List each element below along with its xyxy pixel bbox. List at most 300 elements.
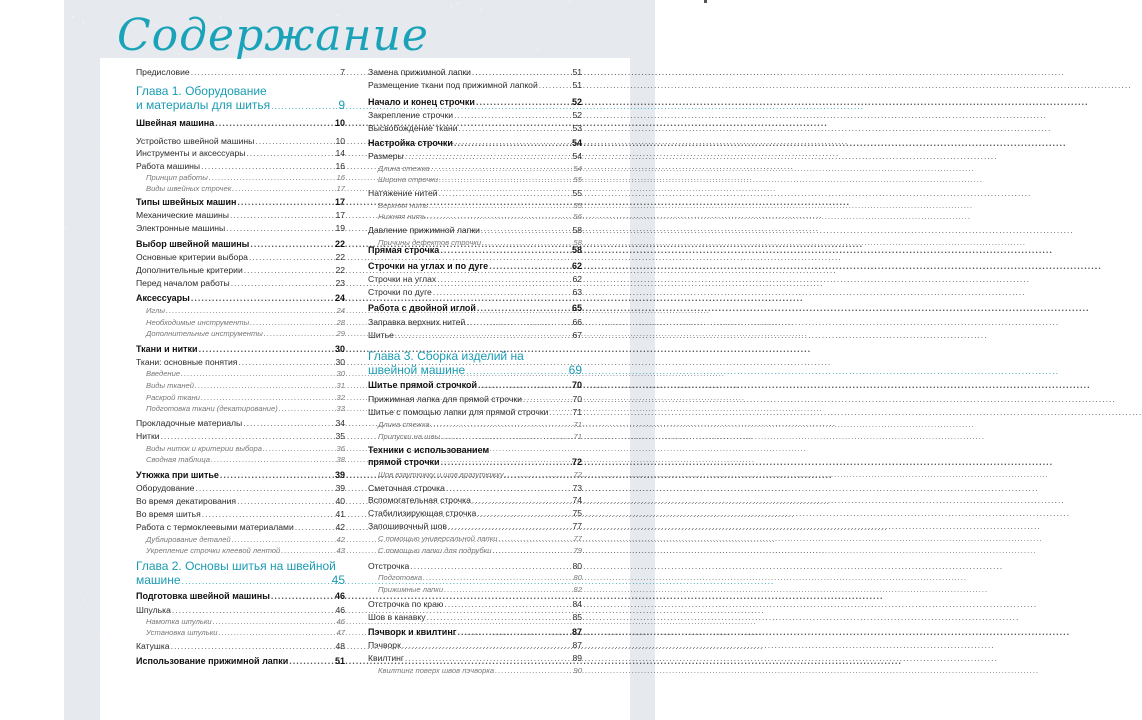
toc-entry-page: 46	[335, 605, 345, 615]
toc-entry-title: Использование прижимной лапки	[136, 656, 289, 666]
toc-entry-title: Необходимые инструменты	[146, 318, 250, 327]
speckle	[71, 537, 72, 538]
toc-entry-page: 40	[335, 496, 345, 506]
dot-leader	[489, 260, 571, 272]
toc-entry-title: Длина стежка	[378, 164, 430, 173]
toc-entry-page: 55	[573, 201, 582, 210]
toc-entry-title: швейной машине	[368, 363, 466, 377]
toc-entry-page: 38	[336, 455, 345, 464]
toc-entry-page: 42	[335, 522, 345, 532]
toc-entry	[136, 417, 345, 429]
speckle	[97, 144, 98, 145]
dot-leader	[202, 508, 335, 520]
toc-entry	[136, 482, 345, 494]
speckle	[84, 706, 85, 707]
toc-entry-title: Закрепление строчки	[368, 110, 454, 120]
toc-entry	[136, 640, 345, 652]
toc-entry-title: Аксессуары	[136, 293, 190, 303]
toc-entry-page: 17	[336, 184, 345, 193]
toc-entry-page: 24	[334, 293, 345, 303]
speckle	[67, 415, 68, 416]
toc-entry-page: 7	[340, 67, 345, 77]
dot-leader	[237, 495, 334, 507]
toc-entry-page: 51	[572, 80, 582, 90]
toc-entry-title: Укрепление строчки клеевой лентой	[146, 546, 281, 555]
dot-leader	[295, 521, 335, 533]
dot-leader	[232, 183, 335, 195]
toc-entry-title: Намотка шпульки	[146, 617, 212, 626]
toc-entry-page: 10	[335, 136, 345, 146]
dot-leader	[289, 655, 334, 667]
toc-entry-page: 73	[572, 483, 582, 493]
dot-leader	[410, 560, 571, 572]
section-heading-line1: Техники с использованием	[368, 445, 490, 455]
toc-entry-title: Механические машины	[136, 210, 229, 220]
toc-section	[368, 244, 582, 256]
toc-entry	[368, 316, 582, 328]
toc-entry-title: Натяжение нитей	[368, 188, 438, 198]
dot-leader	[211, 454, 336, 466]
toc-entry-title: Верхняя нить	[378, 201, 429, 210]
toc-entry	[368, 66, 582, 78]
toc-entry-page: 34	[335, 418, 345, 428]
toc-entry	[368, 187, 582, 199]
toc-entry-title: С помощью лапки для подрубки	[378, 546, 492, 555]
toc-entry-title: Типы швейных машин	[136, 197, 237, 207]
dot-leader	[255, 135, 334, 147]
toc-section	[368, 626, 582, 638]
toc-entry-title: Швейная машина	[136, 118, 215, 128]
toc-entry-page: 30	[335, 357, 345, 367]
toc-entry	[136, 264, 345, 276]
speckle	[72, 16, 74, 18]
toc-entry-title: Пэчворк	[368, 640, 401, 650]
toc-entry-page: 77	[573, 534, 582, 543]
dot-leader	[230, 209, 334, 221]
dot-leader	[446, 482, 572, 494]
dot-leader	[439, 187, 572, 199]
toc-entry-title: Выбор швейной машины	[136, 239, 250, 249]
toc-entry-page: 30	[336, 369, 345, 378]
toc-entry-title: Нижняя нить	[378, 212, 427, 221]
toc-entry-page: 82	[573, 585, 582, 594]
dot-leader	[539, 79, 572, 91]
toc-entry-page: 71	[573, 432, 582, 441]
toc-entry	[368, 150, 582, 162]
toc-entry-page: 22	[335, 252, 345, 262]
dot-leader	[495, 665, 572, 677]
toc-entry-title: Работа с двойной иглой	[368, 303, 476, 313]
toc-subentry	[136, 183, 345, 195]
toc-entry-page: 23	[335, 278, 345, 288]
dot-leader	[281, 545, 335, 557]
dot-leader	[246, 147, 334, 159]
speckle	[76, 638, 77, 639]
toc-entry-page: 22	[335, 265, 345, 275]
toc-entry-page: 54	[571, 138, 582, 148]
dot-leader	[441, 456, 571, 468]
toc-entry-page: 84	[572, 599, 582, 609]
toc-entry	[136, 508, 345, 520]
toc-entry-page: 71	[572, 407, 582, 417]
toc-section	[136, 469, 345, 481]
toc-subentry	[368, 174, 582, 186]
toc-entry	[368, 224, 582, 236]
toc-entry	[136, 135, 345, 147]
toc-entry-page: 41	[335, 509, 345, 519]
toc-entry-page: 58	[572, 225, 582, 235]
speckle	[647, 11, 648, 12]
toc-entry	[368, 560, 582, 572]
toc-entry-title: Строчки по дуге	[368, 287, 432, 297]
toc-entry-page: 67	[572, 330, 582, 340]
speckle	[100, 22, 101, 23]
toc-entry-title: Отстрочка по краю	[368, 599, 444, 609]
dot-leader	[279, 403, 336, 415]
toc-entry	[368, 109, 582, 121]
toc-entry-title: Пэчворк и квилтинг	[368, 627, 457, 637]
dot-leader	[195, 482, 334, 494]
dot-leader	[466, 316, 571, 328]
speckle	[76, 386, 77, 387]
toc-section	[136, 590, 345, 602]
toc-entry-title: Стабилизирующая строчка	[368, 508, 477, 518]
toc-entry-page: 74	[572, 495, 582, 505]
toc-entry-title: Квилтинг	[368, 653, 405, 663]
dot-leader	[271, 100, 337, 112]
toc-subentry	[136, 403, 345, 415]
chapter-heading	[368, 364, 582, 377]
toc-entry-title: Строчки на углах и по дуге	[368, 261, 489, 271]
toc-section	[136, 292, 345, 304]
speckle	[161, 0, 162, 1]
dot-leader	[161, 430, 335, 442]
toc-subentry	[136, 368, 345, 380]
toc-entry-page: 80	[573, 573, 582, 582]
toc-subentry	[368, 469, 582, 481]
dot-leader	[431, 419, 573, 431]
toc-entry-title: Работа с термоклеевыми материалами	[136, 522, 294, 532]
toc-entry	[368, 79, 582, 91]
toc-subentry	[136, 454, 345, 466]
speckle	[98, 633, 99, 634]
dot-leader	[199, 343, 334, 355]
toc-entry-title: Шов в канавку	[368, 612, 426, 622]
toc-entry-title: Размеры	[368, 151, 404, 161]
dot-leader	[182, 575, 331, 587]
speckle	[537, 49, 539, 51]
toc-entry	[368, 406, 582, 418]
toc-entry-title: Запошивочный шов	[368, 521, 447, 531]
toc-entry	[368, 286, 582, 298]
toc-entry	[368, 482, 582, 494]
dot-leader	[440, 244, 571, 256]
toc-entry-title: Начало и конец строчки	[368, 97, 475, 107]
speckle	[69, 121, 70, 122]
toc-entry-title: Заправка верхних нитей	[368, 317, 466, 327]
toc-entry-page: 29	[336, 329, 345, 338]
dot-leader	[478, 379, 571, 391]
toc-entry-page: 16	[336, 173, 345, 182]
toc-entry-page: 46	[336, 617, 345, 626]
toc-entry	[368, 598, 582, 610]
toc-subentry	[368, 545, 582, 557]
toc-entry-page: 52	[571, 97, 582, 107]
toc-entry-title: Предисловие	[136, 67, 190, 77]
toc-entry-title: Вспомогательная строчка	[368, 495, 471, 505]
toc-entry	[136, 222, 345, 234]
toc-entry-title: Причины дефектов строчки	[378, 238, 482, 247]
dot-leader	[264, 328, 336, 340]
toc-entry-page: 51	[572, 67, 582, 77]
toc-entry-title: Нитки	[136, 431, 160, 441]
toc-entry-page: 77	[572, 521, 582, 531]
dot-leader	[458, 626, 571, 638]
toc-entry-page: 87	[571, 627, 582, 637]
toc-entry	[368, 611, 582, 623]
toc-entry-title: Раскрой ткани	[146, 393, 200, 402]
toc-section	[136, 196, 345, 208]
dot-leader	[243, 417, 334, 429]
toc-subentry	[368, 572, 582, 584]
toc-entry	[368, 507, 582, 519]
toc-section	[136, 343, 345, 355]
speckle	[64, 324, 65, 325]
toc-entry-page: 75	[572, 508, 582, 518]
chapter-heading-line1: Глава 3. Сборка изделий на	[368, 349, 524, 363]
dot-leader	[492, 545, 572, 557]
chapter-heading	[136, 99, 345, 112]
toc-entry-title: Давление прижимной лапки	[368, 225, 480, 235]
toc-entry-page: 31	[336, 381, 345, 390]
dot-leader	[441, 431, 573, 443]
dot-leader	[549, 406, 571, 418]
dot-leader	[405, 150, 572, 162]
toc-entry-title: Размещение ткани под прижимной лапкой	[368, 80, 538, 90]
toc-entry-page: 43	[336, 546, 345, 555]
toc-entry-title: Катушка	[136, 641, 170, 651]
toc-entry-title: Во время шитья	[136, 509, 201, 519]
toc-entry	[368, 520, 582, 532]
toc-entry-title: С помощью универсальной лапки	[378, 534, 498, 543]
speckle	[78, 247, 79, 248]
toc-entry-page: 58	[573, 238, 582, 247]
toc-entry-title: Квилтинг поверх швов пэчворка	[378, 666, 495, 675]
speckle	[642, 3, 643, 4]
toc-entry	[136, 277, 345, 289]
toc-section	[368, 260, 582, 272]
toc-entry-title: и материалы для шитья	[136, 98, 271, 112]
toc-entry-page: 55	[572, 188, 582, 198]
toc-subentry	[136, 328, 345, 340]
toc-entry-title: Виды тканей	[146, 381, 194, 390]
toc-entry	[368, 393, 582, 405]
toc-entry-page: 52	[572, 110, 582, 120]
toc-entry-title: Шитье	[368, 330, 394, 340]
toc-entry-page: 70	[572, 394, 582, 404]
dot-leader	[427, 611, 572, 623]
dot-leader	[171, 640, 335, 652]
toc-entry-page: 70	[571, 380, 582, 390]
toc-entry-page: 46	[334, 591, 345, 601]
speckle	[70, 244, 71, 245]
toc-entry-page: 30	[334, 344, 345, 354]
toc-entry-page: 32	[336, 393, 345, 402]
toc-subentry	[136, 380, 345, 392]
toc-entry-page: 33	[336, 404, 345, 413]
toc-entry-title: Отстрочка	[368, 561, 410, 571]
toc-entry-title: Строчки на углах	[368, 274, 437, 284]
dot-leader	[499, 533, 573, 545]
toc-entry-title: Инструменты и аксессуары	[136, 148, 246, 158]
dot-leader	[476, 96, 571, 108]
toc-entry	[368, 122, 582, 134]
toc-entry-title: Прямая строчка	[368, 245, 440, 255]
toc-section	[368, 379, 582, 391]
speckle	[65, 605, 66, 606]
speckle	[480, 10, 481, 11]
corner-mark	[704, 0, 707, 3]
toc-entry-title: Сводная таблица	[146, 455, 210, 464]
toc-entry-title: Длина стежка	[378, 420, 430, 429]
toc-entry-page: 39	[334, 470, 345, 480]
toc-entry-page: 69	[568, 363, 582, 377]
speckle	[83, 599, 85, 601]
toc-entry-page: 22	[334, 239, 345, 249]
toc-entry-page: 62	[572, 274, 582, 284]
toc-subentry	[368, 419, 582, 431]
toc-entry	[136, 356, 345, 368]
toc-entry-title: Шитье прямой строчкой	[368, 380, 477, 390]
dot-leader	[466, 365, 568, 377]
toc-entry-title: Подготовка	[378, 573, 423, 582]
dot-leader	[423, 572, 573, 584]
speckle	[603, 13, 604, 14]
toc-section	[136, 238, 345, 250]
speckle	[82, 21, 84, 23]
toc-entry-page: 54	[573, 164, 582, 173]
toc-entry-title: Перед началом работы	[136, 278, 230, 288]
speckle	[481, 9, 482, 10]
dot-leader	[237, 196, 334, 208]
toc-entry-title: Высвобождение ткани	[368, 123, 458, 133]
toc-entry-title: Шитье с помощью лапки для прямой строчки	[368, 407, 549, 417]
speckle	[94, 201, 95, 202]
toc-entry-title: Иглы	[146, 306, 165, 315]
toc-entry	[136, 160, 345, 172]
speckle	[75, 600, 76, 601]
toc-entry	[368, 494, 582, 506]
dot-leader	[433, 286, 572, 298]
dot-leader	[219, 627, 336, 639]
toc-entry-title: Замена прижимной лапки	[368, 67, 471, 77]
toc-entry-page: 17	[335, 210, 345, 220]
toc-entry-page: 62	[571, 261, 582, 271]
speckle	[531, 17, 532, 18]
toc-entry-title: прямой строчки	[368, 457, 440, 467]
toc-subentry	[368, 533, 582, 545]
dot-leader	[477, 507, 571, 519]
speckle	[450, 5, 452, 7]
dot-leader	[444, 584, 572, 596]
toc-subentry	[136, 545, 345, 557]
toc-entry-page: 80	[572, 561, 582, 571]
dot-leader	[201, 160, 334, 172]
toc-section	[368, 96, 582, 108]
toc-entry-title: Устройство швейной машины	[136, 136, 255, 146]
speckle	[68, 139, 69, 140]
toc-entry-title: Утюжка при шитье	[136, 470, 219, 480]
toc-subentry	[136, 627, 345, 639]
toc-entry	[136, 495, 345, 507]
dot-leader	[472, 66, 571, 78]
toc-entry-title: Сметочная строчка	[368, 483, 445, 493]
toc-entry	[136, 430, 345, 442]
dot-leader	[244, 264, 335, 276]
dot-leader	[427, 211, 572, 223]
page-title: Содержание	[117, 10, 429, 61]
toc-entry-page: 45	[331, 573, 345, 587]
dot-leader	[250, 238, 334, 250]
toc-subentry	[368, 211, 582, 223]
dot-leader	[477, 302, 571, 314]
speckle	[457, 2, 459, 4]
dot-leader	[195, 380, 336, 392]
toc-entry-page: 14	[335, 148, 345, 158]
toc-entry-page: 55	[573, 175, 582, 184]
toc-entry-page: 79	[573, 546, 582, 555]
toc-entry-title: Оборудование	[136, 483, 195, 493]
toc-entry-title: Дополнительные критерии	[136, 265, 243, 275]
toc-subentry	[368, 665, 582, 677]
dot-leader	[437, 273, 571, 285]
toc-entry-title: Дополнительные инструменты	[146, 329, 263, 338]
dot-leader	[215, 117, 334, 129]
toc-entry-title: Прижимная лапка для прямой строчки	[368, 394, 522, 404]
dot-leader	[439, 174, 572, 186]
toc-entry-page: 56	[573, 212, 582, 221]
toc-entry-page: 24	[336, 306, 345, 315]
dot-leader	[181, 368, 336, 380]
speckle	[569, 1, 571, 3]
dot-leader	[505, 469, 573, 481]
toc-entry	[368, 639, 582, 651]
dot-leader	[271, 590, 334, 602]
chapter-heading-line1: Глава 2. Основы шитья на швейной	[136, 559, 336, 573]
toc-entry-title: машине	[136, 573, 181, 587]
dot-leader	[448, 520, 571, 532]
toc-subentry	[136, 305, 345, 317]
toc-entry-title: Виды швейных строчек	[146, 184, 232, 193]
speckle	[185, 5, 186, 6]
toc-entry	[136, 251, 345, 263]
toc-entry-page: 48	[335, 641, 345, 651]
dot-leader	[459, 122, 572, 134]
speckle	[65, 227, 67, 229]
dot-leader	[454, 137, 571, 149]
toc-entry-page: 39	[335, 483, 345, 493]
toc-entry-page: 90	[573, 666, 582, 675]
speckle	[94, 253, 95, 254]
toc-entry-page: 89	[572, 653, 582, 663]
toc-entry-page: 72	[571, 457, 582, 467]
toc-entry-title: Настройка строчки	[368, 138, 453, 148]
toc-entry-title: Припуски на швы	[378, 432, 441, 441]
toc-entry-title: Прокладочные материалы	[136, 418, 243, 428]
toc-entry-title: Шов взаутюжку и шов вразутюжку	[378, 470, 504, 479]
toc-entry-page: 65	[571, 303, 582, 313]
speckle	[80, 43, 81, 44]
